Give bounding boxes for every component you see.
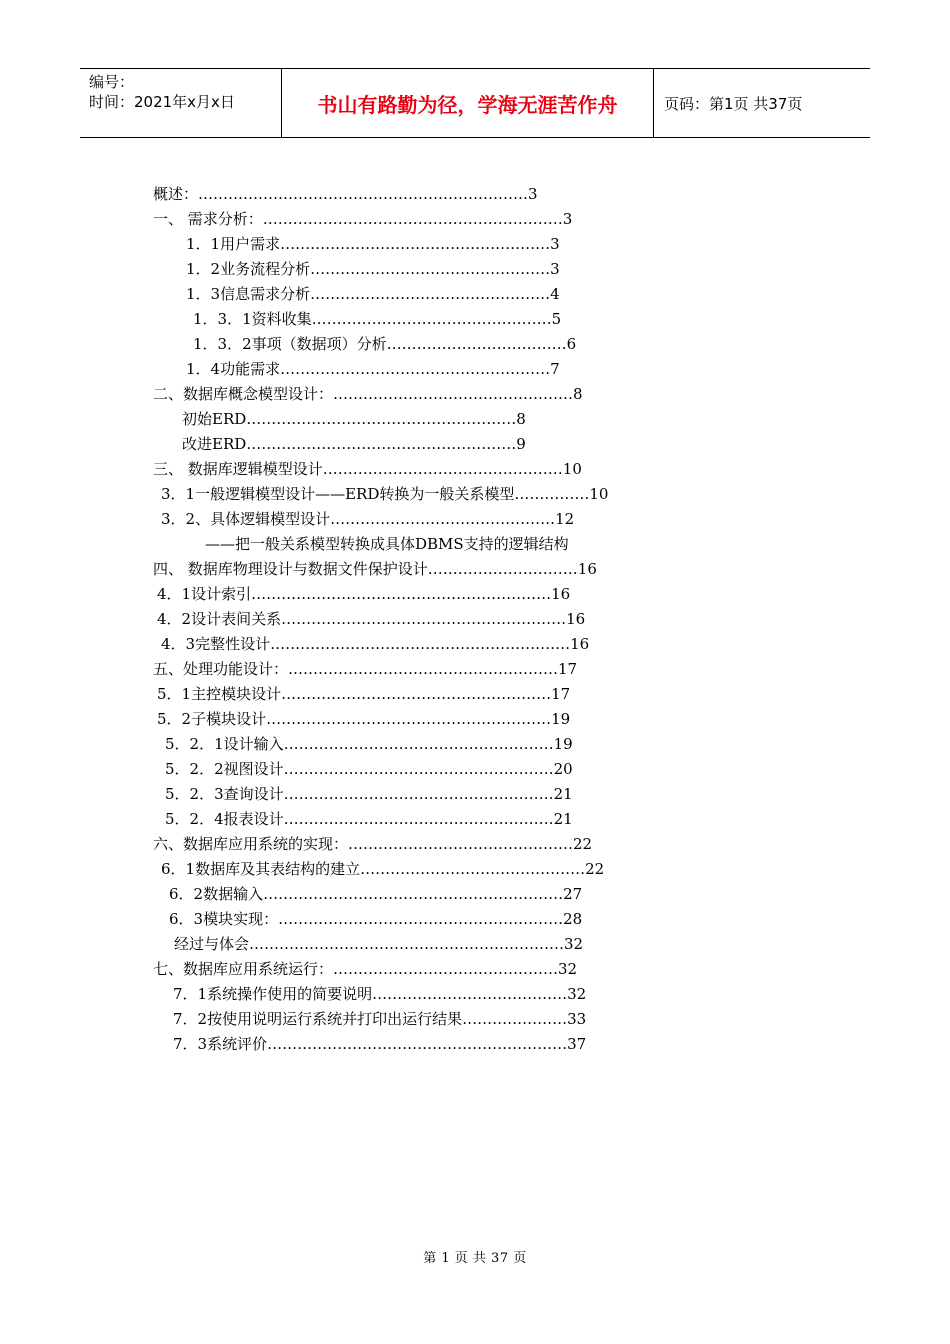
toc-entry: 三、 数据库逻辑模型设计…………………………………………10: [153, 460, 582, 478]
toc-entry: 一、 需求分析：……………………………………………………3: [153, 210, 573, 228]
toc-entry: 7．2按使用说明运行系统并打印出运行结果…………………33: [173, 1010, 587, 1028]
toc-entry: 初始ERD………………………………………………8: [182, 410, 526, 428]
toc-entry: 1．2业务流程分析…………………………………………3: [186, 260, 560, 278]
toc-entry: 4．2设计表间关系…………………………………………………16: [157, 610, 586, 628]
toc-entry: 4．1设计索引……………………………………………………16: [157, 585, 571, 603]
toc-entry: 五、处理功能设计：………………………………………………17: [153, 660, 578, 678]
toc-entry: 5．1主控模块设计………………………………………………17: [157, 685, 571, 703]
toc-entry: 六、数据库应用系统的实现：………………………………………22: [153, 835, 593, 853]
toc-entry: 七、数据库应用系统运行：………………………………………32: [153, 960, 578, 978]
toc-entry: 5．2．3查询设计………………………………………………21: [165, 785, 573, 803]
toc-entry: 1．3．1资料收集…………………………………………5: [193, 310, 562, 328]
toc-entry: 7．1系统操作使用的简要说明…………………………………32: [173, 985, 587, 1003]
header-page-info: 页码：第1页 共37页: [664, 94, 803, 113]
document-number-label: 编号：: [89, 73, 135, 91]
header-motto: 书山有路勤为径，学海无涯苦作舟: [282, 69, 654, 137]
toc-entry: 5．2子模块设计…………………………………………………19: [157, 710, 571, 728]
page-header: [80, 68, 870, 138]
toc-entry: 3．2、具体逻辑模型设计………………………………………12: [161, 510, 575, 528]
toc-entry: 1．4功能需求………………………………………………7: [186, 360, 560, 378]
toc-entry: 5．2．4报表设计………………………………………………21: [165, 810, 573, 828]
toc-entry: 3．1一般逻辑模型设计——ERD转换为一般关系模型……………10: [161, 485, 609, 503]
document-time-label: 时间：2021年x月x日: [89, 93, 235, 111]
toc-entry: 6．3模块实现：…………………………………………………28: [169, 910, 583, 928]
toc-entry: 4．3完整性设计……………………………………………………16: [161, 635, 590, 653]
toc-entry: ——把一般关系模型转换成具体DBMS支持的逻辑结构: [205, 535, 569, 553]
toc-entry: 1．3信息需求分析…………………………………………4: [186, 285, 560, 303]
header-meta: [80, 69, 282, 137]
page-footer: 第 1 页 共 37 页: [423, 1251, 527, 1266]
toc-entry: 5．2．2视图设计………………………………………………20: [165, 760, 573, 778]
toc-entry: 1．1用户需求………………………………………………3: [186, 235, 560, 253]
toc-entry: 7．3系统评价……………………………………………………37: [173, 1035, 587, 1053]
toc-entry: 四、 数据库物理设计与数据文件保护设计…………………………16: [153, 560, 597, 578]
toc-entry: 6．1数据库及其表结构的建立………………………………………22: [161, 860, 605, 878]
toc-entry: 概述：…………………………………………………………3: [153, 185, 538, 203]
toc-entry: 二、数据库概念模型设计：…………………………………………8: [153, 385, 583, 403]
toc-entry: 经过与体会………………………………………………………32: [174, 935, 584, 953]
toc-entry: 改进ERD………………………………………………9: [182, 435, 526, 453]
toc-entry: 5．2．1设计输入………………………………………………19: [165, 735, 573, 753]
toc-entry: 1．3．2事项（数据项）分析………………………………6: [193, 335, 577, 353]
toc-entry: 6．2数据输入……………………………………………………27: [169, 885, 583, 903]
